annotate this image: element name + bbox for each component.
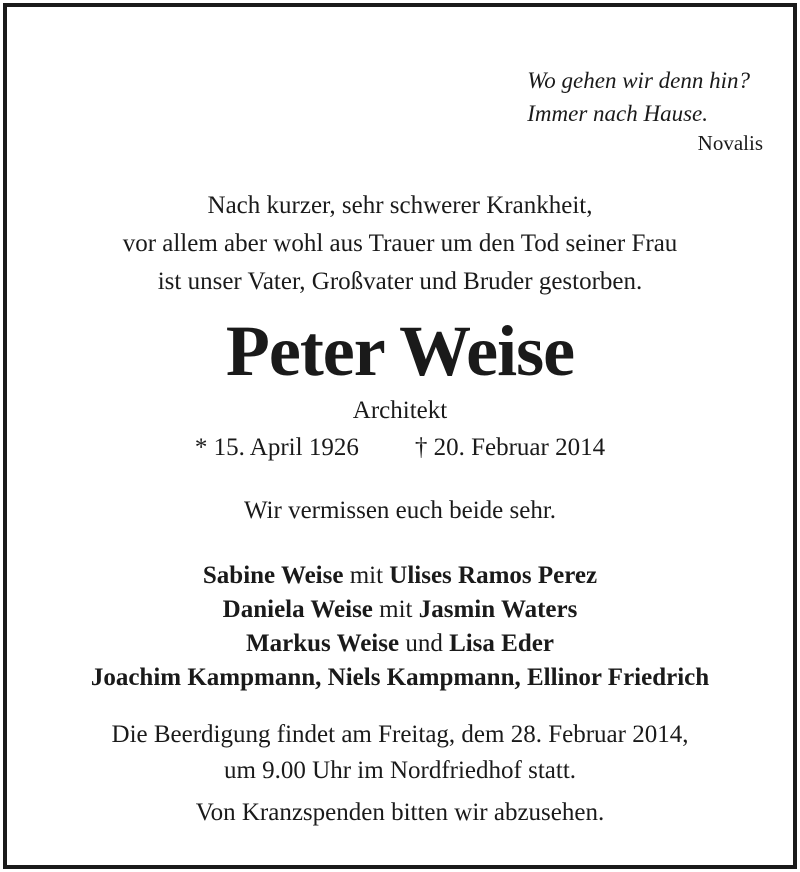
mourner-conjunction: mit [372,596,419,623]
funeral-line: Die Beerdigung findet am Freitag, dem 28. Februar 2014, [111,721,689,748]
mourner-name: Joachim Kampmann, Niels Kampmann, Ellinor Friedrich [90,664,710,691]
intro-line: ist unser Vater, Großvater und Bruder gestorben. [157,268,643,295]
birth-date: * 15. April 1926 [194,434,359,461]
mourner-name: Sabine Weise [202,562,344,589]
epigraph-author: Novalis [697,131,763,155]
funeral-notice [7,717,793,789]
farewell-message: Wir vermissen euch beide sehr. [243,497,557,524]
life-dates [7,431,793,465]
mourner-line [7,661,793,695]
wreath-note: Von Kranzspenden bitten wir abzusehen. [195,799,605,826]
mourner-line [7,627,793,661]
epigraph-line: Wo gehen wir denn hin? [527,68,750,93]
deceased-name: Peter Weise [225,311,575,391]
deceased-profession: Architekt [352,397,448,424]
mourners-list [7,559,793,695]
intro-line: vor allem aber wohl aus Trauer um den Tod seiner Frau [122,230,678,257]
mourner-line [7,559,793,593]
mourner-conjunction: und [399,630,450,657]
mourner-name: Jasmin Waters [418,596,578,623]
funeral-line: um 9.00 Uhr im Nordfriedhof statt. [223,757,577,784]
intro-line: Nach kurzer, sehr schwerer Krankheit, [207,192,593,219]
epigraph-line: Immer nach Hause. [527,101,709,126]
death-date: † 20. Februar 2014 [414,434,606,461]
mourner-name: Markus Weise [246,630,400,657]
mourner-line [7,593,793,627]
obituary-frame [3,3,797,869]
intro-text [7,187,793,301]
mourner-name: Lisa Eder [449,630,554,657]
mourner-name: Ulises Ramos Perez [389,562,598,589]
mourner-conjunction: mit [343,562,390,589]
mourner-name: Daniela Weise [222,596,373,623]
epigraph [527,64,763,156]
